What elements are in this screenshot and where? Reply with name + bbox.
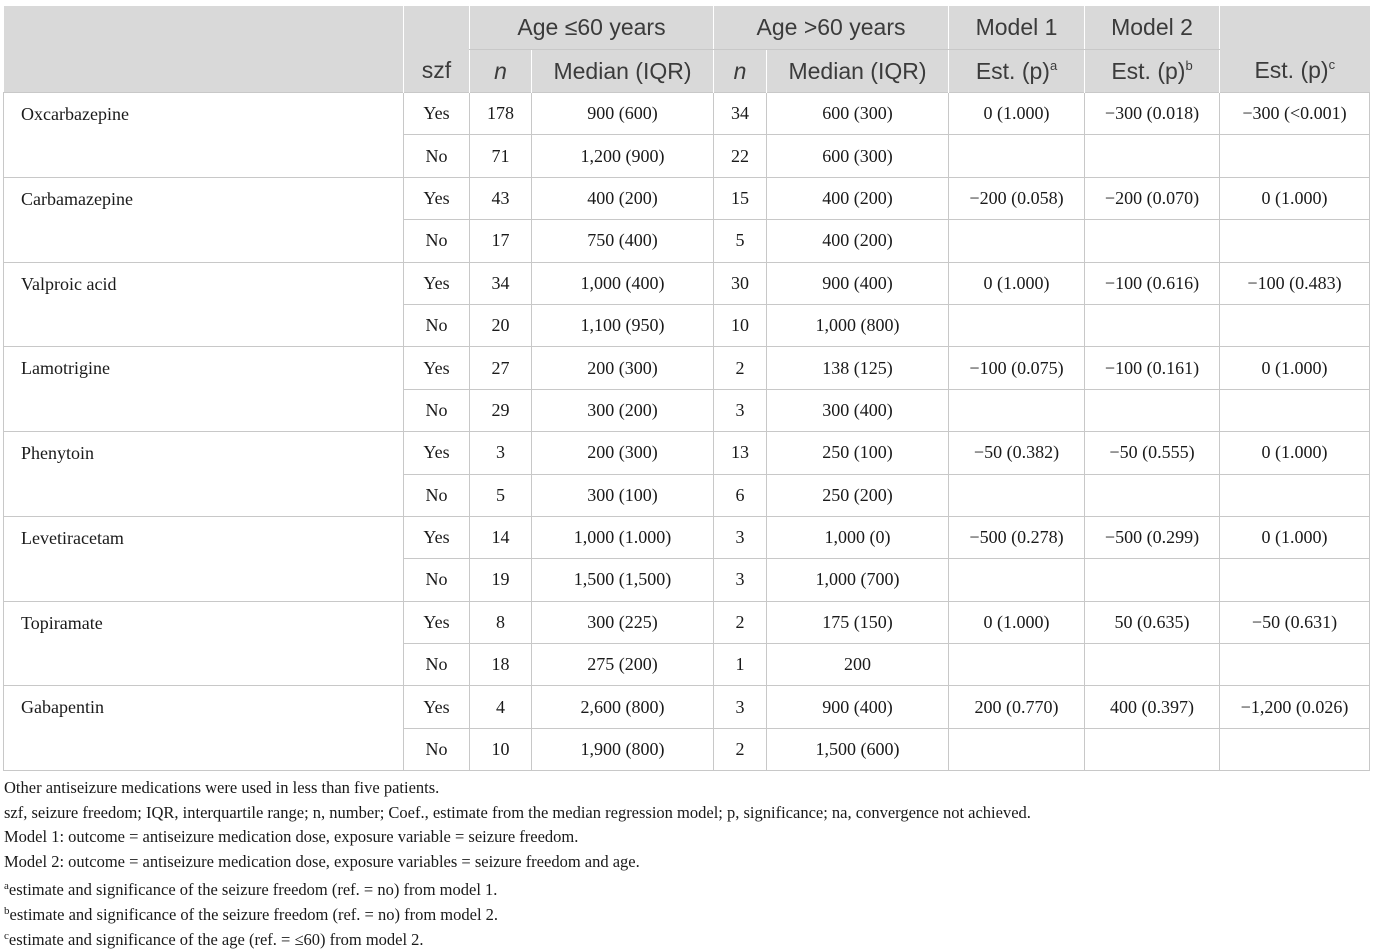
footnotes — [4, 776, 1031, 948]
cell-n-le60: 3 — [470, 432, 532, 474]
header-est2-sup: b — [1185, 57, 1193, 73]
cell-n-gt60: 30 — [714, 262, 767, 304]
cell-median-le60: 1,200 (900) — [532, 135, 714, 177]
header-est1-text: Est. (p) — [975, 57, 1050, 84]
cell-median-le60: 1,900 (800) — [532, 728, 714, 770]
cell-est-age: −100 (0.483) — [1220, 262, 1370, 304]
cell-n-le60: 27 — [470, 347, 532, 389]
cell-est-model1 — [949, 304, 1085, 346]
cell-est-age: −1,200 (0.026) — [1220, 686, 1370, 728]
header-n-gt60-text: n — [733, 57, 747, 84]
cell-n-gt60: 13 — [714, 432, 767, 474]
footnote-c-mark: c — [4, 929, 9, 942]
cell-median-gt60: 900 (400) — [767, 686, 949, 728]
cell-est-model2 — [1085, 559, 1220, 601]
cell-est-age — [1220, 220, 1370, 262]
cell-est-age — [1220, 474, 1370, 516]
cell-est-age: −300 (<0.001) — [1220, 93, 1370, 135]
cell-szf: Yes — [404, 347, 470, 389]
cell-median-gt60: 1,000 (0) — [767, 516, 949, 558]
cell-median-le60: 275 (200) — [532, 644, 714, 686]
header-est1 — [949, 50, 1085, 93]
cell-szf: No — [404, 474, 470, 516]
cell-est-model2 — [1085, 644, 1220, 686]
footnote-line: szf, seizure freedom; IQR, interquartile range; n, number; Coef., estimate from the median regression model; p, significance; na, convergence not achieved. — [4, 802, 1031, 822]
cell-median-gt60: 900 (400) — [767, 262, 949, 304]
drug-name-cell: Topiramate — [4, 601, 404, 686]
cell-est-age — [1220, 559, 1370, 601]
cell-est-age — [1220, 304, 1370, 346]
cell-n-le60: 71 — [470, 135, 532, 177]
cell-szf: Yes — [404, 262, 470, 304]
cell-szf: No — [404, 304, 470, 346]
cell-median-gt60: 1,000 (700) — [767, 559, 949, 601]
drug-name-cell: Oxcarbazepine — [4, 93, 404, 178]
cell-n-gt60: 10 — [714, 304, 767, 346]
cell-est-model1 — [949, 389, 1085, 431]
cell-est-model1: 0 (1.000) — [949, 262, 1085, 304]
cell-n-le60: 19 — [470, 559, 532, 601]
cell-est-model1: 200 (0.770) — [949, 686, 1085, 728]
header-row-2 — [4, 50, 1370, 93]
cell-median-gt60: 1,500 (600) — [767, 728, 949, 770]
cell-n-gt60: 6 — [714, 474, 767, 516]
cell-szf: No — [404, 135, 470, 177]
cell-median-le60: 750 (400) — [532, 220, 714, 262]
header-n-le60-text: n — [494, 57, 507, 84]
footnote-line: Model 2: outcome = antiseizure medication dose, exposure variables = seizure freedom and age. — [4, 851, 640, 871]
cell-n-gt60: 22 — [714, 135, 767, 177]
footnote-a — [4, 874, 1031, 899]
cell-est-model2: 400 (0.397) — [1085, 686, 1220, 728]
table-row — [4, 601, 1370, 643]
cell-est-model1: −200 (0.058) — [949, 177, 1085, 219]
cell-n-gt60: 2 — [714, 728, 767, 770]
cell-szf: Yes — [404, 432, 470, 474]
header-n-gt60 — [714, 50, 767, 93]
cell-median-gt60: 200 — [767, 644, 949, 686]
header-drug — [4, 50, 404, 93]
cell-n-le60: 4 — [470, 686, 532, 728]
cell-median-le60: 200 (300) — [532, 347, 714, 389]
cell-n-gt60: 1 — [714, 644, 767, 686]
header-age-gt60: Age >60 years — [714, 6, 949, 50]
table-body — [4, 93, 1370, 771]
cell-n-gt60: 2 — [714, 347, 767, 389]
results-table — [3, 6, 1370, 771]
cell-est-model1: 0 (1.000) — [949, 93, 1085, 135]
cell-n-le60: 17 — [470, 220, 532, 262]
cell-est-age: 0 (1.000) — [1220, 516, 1370, 558]
cell-est-model1 — [949, 559, 1085, 601]
cell-est-model2 — [1085, 474, 1220, 516]
cell-median-le60: 1,100 (950) — [532, 304, 714, 346]
cell-n-gt60: 15 — [714, 177, 767, 219]
drug-name-cell: Valproic acid — [4, 262, 404, 347]
header-est2 — [1085, 50, 1220, 93]
cell-est-model1: 0 (1.000) — [949, 601, 1085, 643]
drug-name-cell: Lamotrigine — [4, 347, 404, 432]
cell-median-le60: 1,000 (1.000) — [532, 516, 714, 558]
table-row — [4, 516, 1370, 558]
cell-est-model2: −200 (0.070) — [1085, 177, 1220, 219]
table-row — [4, 177, 1370, 219]
footnote-line: Model 1: outcome = antiseizure medication dose, exposure variable = seizure freedom. — [4, 827, 579, 847]
cell-median-gt60: 138 (125) — [767, 347, 949, 389]
header-est3-text: Est. (p) — [1254, 57, 1329, 84]
cell-n-gt60: 34 — [714, 93, 767, 135]
cell-median-le60: 900 (600) — [532, 93, 714, 135]
table-row — [4, 262, 1370, 304]
cell-n-le60: 34 — [470, 262, 532, 304]
cell-szf: Yes — [404, 601, 470, 643]
cell-median-le60: 200 (300) — [532, 432, 714, 474]
cell-est-model1 — [949, 220, 1085, 262]
cell-est-age — [1220, 728, 1370, 770]
drug-name-cell: Levetiracetam — [4, 516, 404, 601]
cell-median-le60: 300 (225) — [532, 601, 714, 643]
cell-est-model2: 50 (0.635) — [1085, 601, 1220, 643]
cell-median-gt60: 600 (300) — [767, 135, 949, 177]
cell-median-le60: 2,600 (800) — [532, 686, 714, 728]
cell-est-model2 — [1085, 728, 1220, 770]
footnote-b-mark: b — [4, 904, 10, 917]
header-blank-model3 — [1220, 6, 1370, 50]
footnote-b — [4, 899, 1031, 924]
footnote-a-text: estimate and significance of the seizure freedom (ref. = no) from model 1. — [8, 880, 498, 900]
header-blank-szf — [404, 6, 470, 50]
cell-n-gt60: 3 — [714, 559, 767, 601]
header-blank — [4, 6, 404, 50]
cell-median-gt60: 250 (200) — [767, 474, 949, 516]
cell-est-age — [1220, 644, 1370, 686]
cell-szf: Yes — [404, 516, 470, 558]
cell-est-model2: −500 (0.299) — [1085, 516, 1220, 558]
cell-szf: Yes — [404, 686, 470, 728]
cell-n-gt60: 3 — [714, 516, 767, 558]
cell-n-le60: 14 — [470, 516, 532, 558]
cell-est-model2: −100 (0.161) — [1085, 347, 1220, 389]
cell-est-model1: −500 (0.278) — [949, 516, 1085, 558]
cell-est-age: 0 (1.000) — [1220, 432, 1370, 474]
cell-est-model2: −100 (0.616) — [1085, 262, 1220, 304]
cell-est-model2 — [1085, 304, 1220, 346]
cell-median-le60: 300 (100) — [532, 474, 714, 516]
cell-est-age: 0 (1.000) — [1220, 177, 1370, 219]
cell-median-gt60: 250 (100) — [767, 432, 949, 474]
cell-n-le60: 5 — [470, 474, 532, 516]
header-age-le60: Age ≤60 years — [470, 6, 714, 50]
header-model2: Model 2 — [1085, 6, 1220, 50]
cell-median-le60: 400 (200) — [532, 177, 714, 219]
table-row — [4, 432, 1370, 474]
header-model1: Model 1 — [949, 6, 1085, 50]
cell-median-gt60: 300 (400) — [767, 389, 949, 431]
cell-szf: No — [404, 389, 470, 431]
cell-n-le60: 29 — [470, 389, 532, 431]
footnote-c-text: estimate and significance of the age (ref. = ≤60) from model 2. — [8, 929, 424, 949]
header-median-le60: Median (IQR) — [532, 50, 714, 93]
cell-est-model1: −100 (0.075) — [949, 347, 1085, 389]
table-row — [4, 93, 1370, 135]
cell-est-model2 — [1085, 220, 1220, 262]
header-est3 — [1220, 50, 1370, 93]
cell-n-le60: 43 — [470, 177, 532, 219]
cell-median-gt60: 600 (300) — [767, 93, 949, 135]
cell-est-age — [1220, 135, 1370, 177]
cell-n-gt60: 5 — [714, 220, 767, 262]
cell-median-gt60: 400 (200) — [767, 177, 949, 219]
header-est3-sup: c — [1328, 57, 1336, 73]
cell-est-model1 — [949, 474, 1085, 516]
header-n-le60 — [470, 50, 532, 93]
cell-est-model2: −300 (0.018) — [1085, 93, 1220, 135]
cell-est-model1 — [949, 728, 1085, 770]
cell-est-model1: −50 (0.382) — [949, 432, 1085, 474]
cell-szf: Yes — [404, 93, 470, 135]
cell-n-le60: 20 — [470, 304, 532, 346]
drug-name-cell: Gabapentin — [4, 686, 404, 771]
cell-n-le60: 18 — [470, 644, 532, 686]
cell-est-model2: −50 (0.555) — [1085, 432, 1220, 474]
table-row — [4, 347, 1370, 389]
cell-est-model2 — [1085, 135, 1220, 177]
cell-median-gt60: 175 (150) — [767, 601, 949, 643]
header-median-gt60: Median (IQR) — [767, 50, 949, 93]
cell-median-gt60: 400 (200) — [767, 220, 949, 262]
cell-est-age: −50 (0.631) — [1220, 601, 1370, 643]
cell-est-age — [1220, 389, 1370, 431]
cell-n-le60: 10 — [470, 728, 532, 770]
cell-median-gt60: 1,000 (800) — [767, 304, 949, 346]
drug-name-cell: Phenytoin — [4, 432, 404, 517]
cell-szf: No — [404, 644, 470, 686]
cell-n-gt60: 3 — [714, 389, 767, 431]
cell-szf: No — [404, 220, 470, 262]
cell-szf: No — [404, 728, 470, 770]
table-row — [4, 686, 1370, 728]
header-row-1 — [4, 6, 1370, 50]
cell-est-model1 — [949, 135, 1085, 177]
footnote-b-text: estimate and significance of the seizure freedom (ref. = no) from model 2. — [9, 904, 499, 924]
cell-szf: Yes — [404, 177, 470, 219]
cell-n-le60: 8 — [470, 601, 532, 643]
footnote-a-mark: a — [4, 880, 9, 893]
cell-median-le60: 1,500 (1,500) — [532, 559, 714, 601]
header-est2-text: Est. (p) — [1111, 57, 1186, 84]
cell-median-le60: 300 (200) — [532, 389, 714, 431]
header-est1-sup: a — [1049, 57, 1058, 73]
cell-est-age: 0 (1.000) — [1220, 347, 1370, 389]
drug-name-cell: Carbamazepine — [4, 177, 404, 262]
footnote-line: Other antiseizure medications were used in less than five patients. — [4, 778, 440, 797]
cell-median-le60: 1,000 (400) — [532, 262, 714, 304]
header-szf: szf — [404, 50, 470, 93]
cell-n-le60: 178 — [470, 93, 532, 135]
cell-est-model1 — [949, 644, 1085, 686]
footnote-c — [4, 924, 1031, 949]
cell-est-model2 — [1085, 389, 1220, 431]
cell-szf: No — [404, 559, 470, 601]
cell-n-gt60: 2 — [714, 601, 767, 643]
cell-n-gt60: 3 — [714, 686, 767, 728]
